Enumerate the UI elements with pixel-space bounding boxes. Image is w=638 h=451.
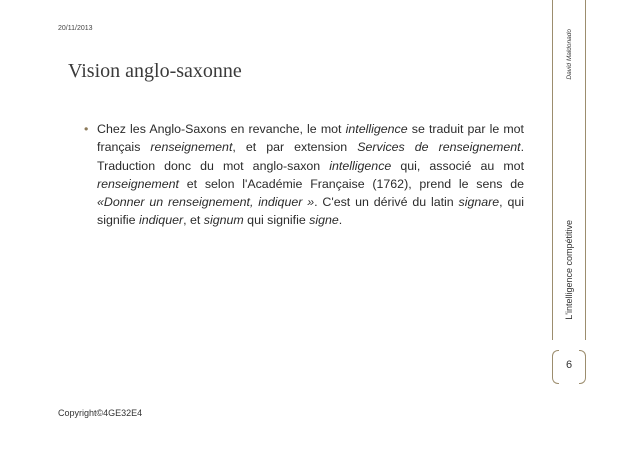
text-segment: Chez les Anglo-Saxons en revanche, le mot — [97, 122, 346, 136]
author-label: David Maldonado — [565, 29, 573, 80]
slide-content — [84, 120, 524, 230]
text-segment: . Traduction donc du mot anglo-saxon — [97, 140, 525, 173]
page-number-box — [552, 350, 586, 384]
italic-text-segment: intelligence — [345, 122, 408, 136]
italic-text-segment: indiquer — [139, 213, 184, 228]
text-segment: , qui signifie — [97, 195, 524, 228]
italic-text-segment: renseignement — [150, 140, 233, 155]
sidebar-divider-right — [585, 0, 586, 340]
text-segment: se traduit par le mot français — [97, 122, 524, 155]
text-segment: , et par extension — [232, 140, 358, 155]
text-segment: , et — [183, 213, 204, 228]
italic-text-segment: signum — [203, 213, 244, 228]
italic-text-segment: «Donner un renseignement, indiquer » — [97, 195, 315, 210]
page-number: 6 — [565, 359, 573, 371]
italic-text-segment: Services de renseignement — [357, 140, 521, 155]
date-label: 20/11/2013 — [58, 25, 93, 32]
subject-label: L'intelligence compétitive — [564, 220, 574, 320]
italic-text-segment: renseignement — [97, 176, 179, 191]
copyright-label: Copyright©4GE32E4 — [58, 408, 143, 418]
text-segment: et selon l'Académie Française (1762), prend le sens de — [178, 176, 524, 191]
bullet-item — [84, 120, 524, 230]
text-segment: qui signifie — [243, 213, 310, 228]
text-segment: . C'est un dérivé du latin — [314, 195, 459, 210]
slide-title: Vision anglo-saxonne — [68, 60, 242, 82]
text-segment: . — [338, 213, 343, 228]
sidebar-divider-left — [552, 0, 553, 340]
italic-text-segment: signe — [309, 213, 339, 228]
bullet-icon: • — [84, 122, 89, 136]
text-segment: qui, associé au mot — [391, 158, 525, 173]
bullet-paragraph — [97, 120, 524, 230]
italic-text-segment: intelligence — [329, 158, 392, 173]
italic-text-segment: signare — [458, 195, 500, 210]
